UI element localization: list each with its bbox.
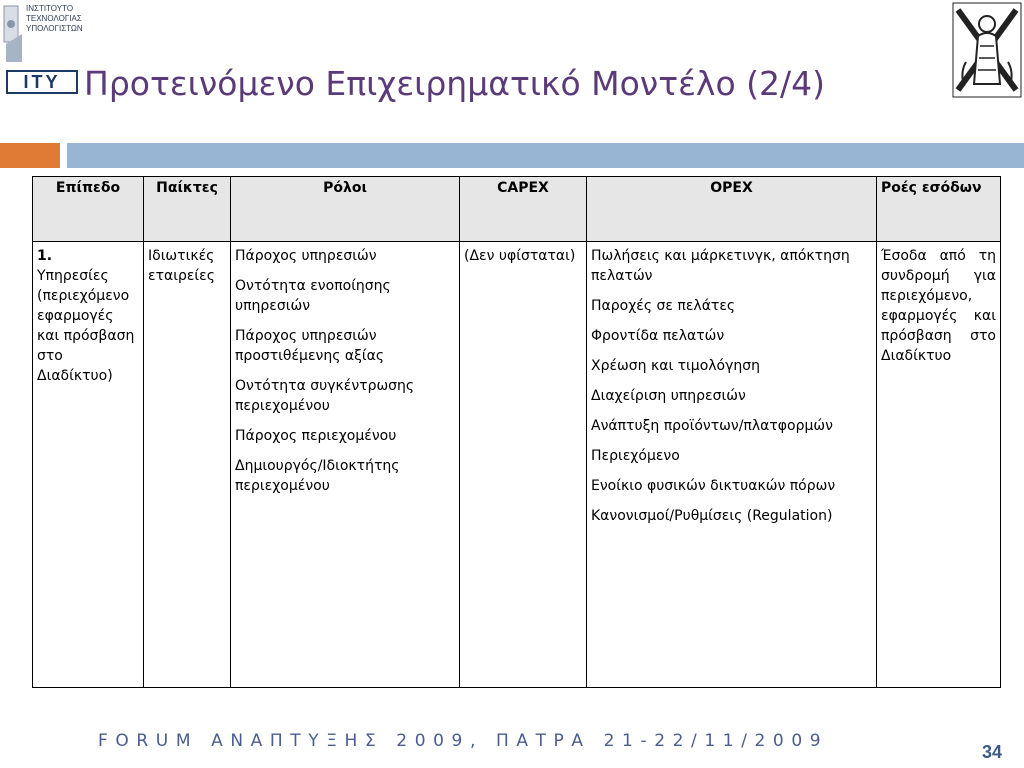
accent-bar-orange [0, 143, 60, 168]
header-roles: Ρόλοι [231, 177, 460, 242]
university-seal-icon [952, 2, 1022, 98]
table-row [33, 242, 1001, 688]
opex-item: Χρέωση και τιμολόγηση [591, 358, 761, 374]
role-item: Πάροχος περιεχομένου [235, 428, 397, 444]
cell-roles [231, 242, 460, 688]
header-revenue-streams: Ροές εσόδων [877, 177, 1001, 242]
logo-mark-text: ITY [23, 72, 61, 92]
opex-item: Περιεχόμενο [591, 448, 680, 464]
role-item: Οντότητα ενοποίησης υπηρεσιών [235, 278, 391, 314]
opex-item: Παροχές σε πελάτες [591, 298, 736, 314]
accent-bar-blue [67, 143, 1024, 168]
opex-item: Κανονισμοί/Ρυθμίσεις (Regulation) [591, 508, 833, 524]
cell-opex [587, 242, 877, 688]
logo-org-name [26, 4, 83, 34]
header-level: Επίπεδο [33, 177, 144, 242]
logo-line-1: ΙΝΣΤΙΤΟΥΤΟ [26, 4, 74, 13]
table-header-row [33, 177, 1001, 242]
opex-item: Πωλήσεις και μάρκετινγκ, απόκτηση πελατών [591, 248, 850, 284]
cell-revenue-streams: Έσοδα από τη συνδρομή για περιεχόμενο, εφαρμογές και πρόσβαση στο Διαδίκτυο [877, 242, 1001, 688]
level-description: Υπηρεσίες (περιεχόμενο εφαρμογές και πρόσβαση στο Διαδίκτυο) [37, 268, 135, 384]
slide-title: Προτεινόμενο Επιχειρηματικό Μοντέλο (2/4) [84, 64, 825, 103]
cell-level [33, 242, 144, 688]
page-number: 34 [981, 742, 1002, 762]
role-item: Οντότητα συγκέντρωσης περιεχομένου [235, 378, 415, 414]
business-model-table [32, 176, 1001, 688]
role-item: Πάροχος υπηρεσιών [235, 248, 377, 264]
logo-emblem-icon [0, 4, 26, 64]
role-item: Πάροχος υπηρεσιών προστιθέμενης αξίας [235, 328, 385, 364]
opex-item: Διαχείριση υπηρεσιών [591, 388, 746, 404]
level-number: 1. [37, 248, 53, 264]
opex-item: Ενοίκιο φυσικών δικτυακών πόρων [591, 478, 836, 494]
logo-line-2: ΤΕΧΝΟΛΟΓΙΑΣ [26, 14, 82, 23]
header-opex: OPEX [587, 177, 877, 242]
logo-line-3: ΥΠΟΛΟΓΙΣΤΩΝ [26, 24, 83, 33]
footer-text: FORUM ΑΝΑΠΤΥΞΗΣ 2009, ΠΑΤΡΑ 21-22/11/2009 [98, 731, 829, 751]
ity-logo [0, 0, 83, 100]
cell-capex: (Δεν υφίσταται) [460, 242, 587, 688]
opex-item: Φροντίδα πελατών [591, 328, 725, 344]
header-players: Παίκτες [144, 177, 231, 242]
header-capex: CAPEX [460, 177, 587, 242]
cell-players: Ιδιωτικές εταιρείες [144, 242, 231, 688]
logo-mark [6, 70, 78, 94]
role-item: Δημιουργός/Ιδιοκτήτης περιεχομένου [235, 458, 400, 494]
opex-item: Ανάπτυξη προϊόντων/πλατφορμών [591, 418, 833, 434]
